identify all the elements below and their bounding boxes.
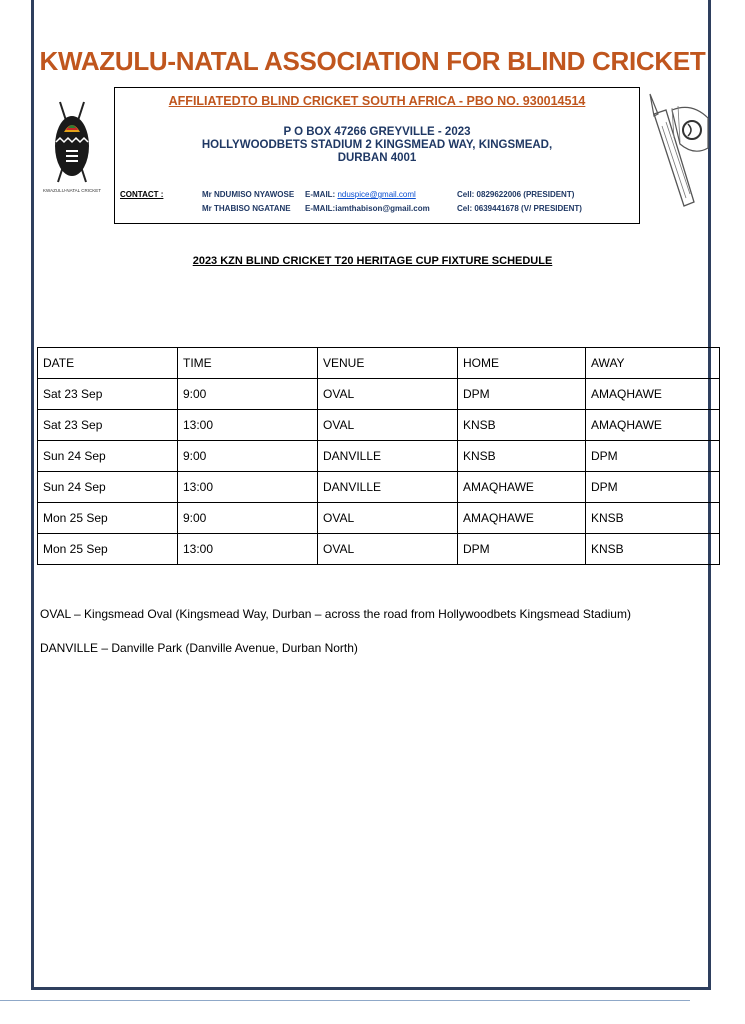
contact-row-president (202, 190, 574, 199)
contact-cell: Cel: 0639441678 (V/ PRESIDENT) (457, 204, 582, 213)
affiliation-line: AFFILIATEDTO BLIND CRICKET SOUTH AFRICA - PBO NO. 930014514 (168, 94, 586, 108)
contact-email: iamthabison@gmail.com (335, 204, 430, 213)
venue-cell: OVAL (318, 503, 458, 534)
contact-email-field (305, 190, 457, 199)
column-header: DATE (38, 348, 178, 379)
contact-row-vice-president (202, 204, 582, 213)
away-cell: KNSB (586, 503, 720, 534)
home-cell: AMAQHAWE (458, 503, 586, 534)
letterhead-info-box (114, 87, 640, 224)
home-cell: DPM (458, 379, 586, 410)
venue-cell: DANVILLE (318, 441, 458, 472)
venue-note-oval: OVAL – Kingsmead Oval (Kingsmead Way, Durban – across the road from Hollywoodbets Kingsmead Stadium) (40, 607, 631, 621)
time-cell: 13:00 (178, 410, 318, 441)
time-cell: 13:00 (178, 472, 318, 503)
column-header: TIME (178, 348, 318, 379)
contact-name: Mr NDUMISO NYAWOSE (202, 190, 295, 199)
footer-rule (0, 1000, 690, 1001)
column-header: AWAY (586, 348, 720, 379)
table-row (38, 503, 720, 534)
contact-email-field (305, 204, 457, 213)
address-line-3: DURBAN 4001 (337, 152, 417, 164)
table-header-row (38, 348, 720, 379)
column-header: HOME (458, 348, 586, 379)
email-prefix: E-MAIL: (305, 204, 336, 213)
home-cell: AMAQHAWE (458, 472, 586, 503)
address-line-1: P O BOX 47266 GREYVILLE - 2023 (283, 126, 471, 138)
venue-cell: OVAL (318, 379, 458, 410)
contact-name: Mr THABISO NGATANE (202, 204, 291, 213)
table-row (38, 441, 720, 472)
address-line-2: HOLLYWOODBETS STADIUM 2 KINGSMEAD WAY, KINGSMEAD, (201, 139, 553, 151)
date-cell: Sun 24 Sep (38, 472, 178, 503)
table-row (38, 472, 720, 503)
cricket-bat-logo (644, 88, 710, 218)
contact-label: CONTACT : (120, 190, 164, 199)
away-cell: DPM (586, 472, 720, 503)
table-row (38, 379, 720, 410)
table-row (38, 410, 720, 441)
home-cell: KNSB (458, 441, 586, 472)
contact-cell: Cell: 0829622006 (PRESIDENT) (457, 190, 575, 199)
email-link[interactable]: nduspice@gmail.coml (337, 190, 416, 199)
email-prefix: E-MAIL: (305, 190, 338, 199)
time-cell: 9:00 (178, 441, 318, 472)
date-cell: Mon 25 Sep (38, 534, 178, 565)
time-cell: 9:00 (178, 379, 318, 410)
away-cell: KNSB (586, 534, 720, 565)
date-cell: Mon 25 Sep (38, 503, 178, 534)
venue-cell: OVAL (318, 534, 458, 565)
venue-note-danville: DANVILLE – Danville Park (Danville Avenue, Durban North) (40, 641, 358, 655)
schedule-heading: 2023 KZN BLIND CRICKET T20 HERITAGE CUP FIXTURE SCHEDULE (192, 255, 553, 267)
away-cell: AMAQHAWE (586, 379, 720, 410)
org-title: KWAZULU-NATAL ASSOCIATION FOR BLIND CRICKET (39, 46, 706, 76)
home-cell: DPM (458, 534, 586, 565)
home-cell: KNSB (458, 410, 586, 441)
away-cell: AMAQHAWE (586, 410, 720, 441)
date-cell: Sun 24 Sep (38, 441, 178, 472)
time-cell: 13:00 (178, 534, 318, 565)
venue-cell: DANVILLE (318, 472, 458, 503)
column-header: VENUE (318, 348, 458, 379)
away-cell: DPM (586, 441, 720, 472)
date-cell: Sat 23 Sep (38, 379, 178, 410)
logo-caption: KWAZULU-NATAL CRICKET (42, 188, 101, 193)
date-cell: Sat 23 Sep (38, 410, 178, 441)
fixture-table (37, 347, 720, 565)
venue-cell: OVAL (318, 410, 458, 441)
postal-address (115, 126, 639, 165)
time-cell: 9:00 (178, 503, 318, 534)
table-row (38, 534, 720, 565)
